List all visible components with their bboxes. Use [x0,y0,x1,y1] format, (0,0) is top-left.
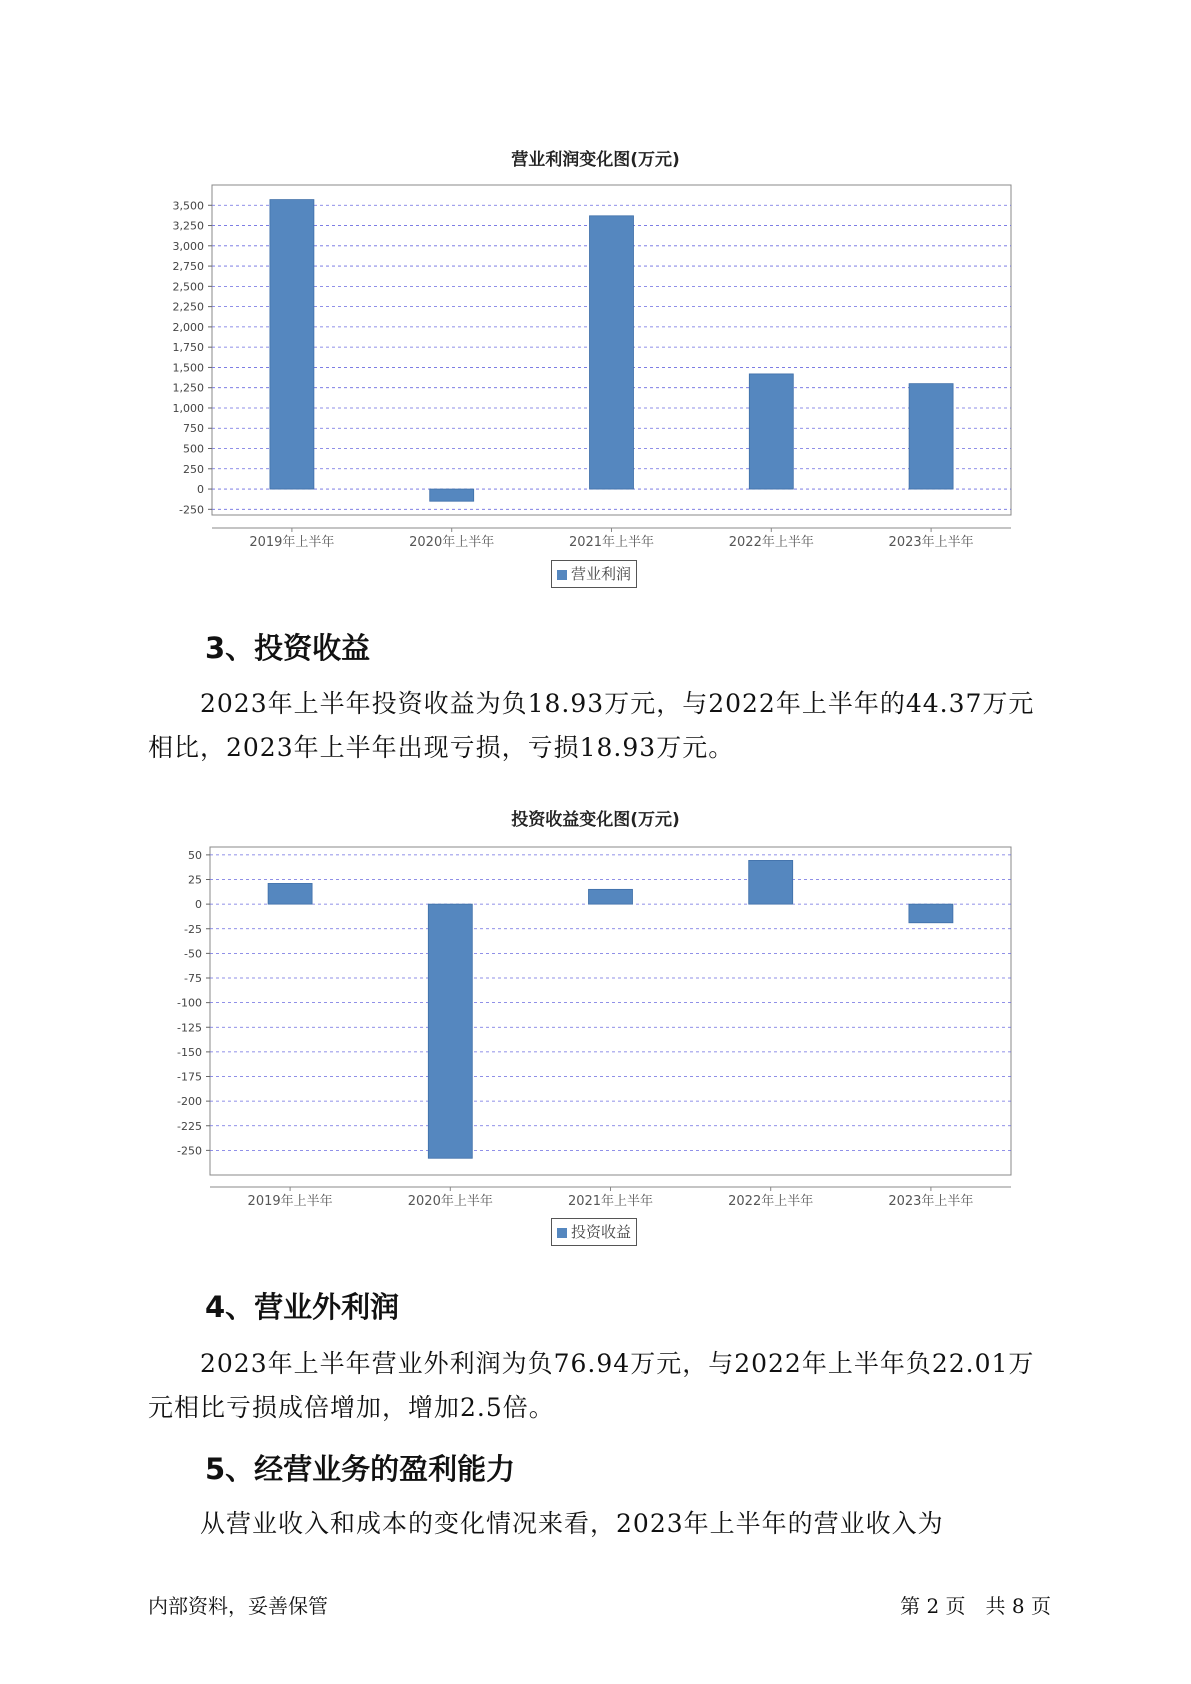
y-tick-label: 250 [183,462,204,476]
legend-swatch [557,1228,567,1238]
footer-page-number: 第 2 页 共 8 页 [900,1594,1051,1618]
x-tick-label: 2020年上半年 [407,1194,493,1209]
x-tick-label: 2019年上半年 [249,535,335,550]
y-tick-label: 750 [183,422,204,436]
legend-label: 投资收益 [571,1223,632,1241]
legend-label: 营业利润 [571,565,632,583]
bar [428,904,472,1158]
y-tick-label: 1,000 [172,401,204,415]
bar [749,860,793,904]
y-tick-label: 0 [197,483,204,497]
legend-operating-profit [551,560,637,588]
y-tick-label: 50 [188,848,202,862]
legend-swatch [557,570,567,580]
y-tick-label: 2,500 [172,280,204,294]
y-tick-label: 3,000 [172,239,204,253]
y-tick-label: 1,250 [172,381,204,395]
y-tick-label: -175 [177,1070,202,1084]
paragraph-line: 从营业收入和成本的变化情况来看，2023年上半年的营业收入为 [200,1509,944,1538]
y-tick-label: -225 [177,1119,202,1133]
paragraph-line: 相比，2023年上半年出现亏损，亏损18.93万元。 [148,733,735,762]
operating-profit-chart [0,0,1191,560]
x-tick-label: 2019年上半年 [247,1194,333,1209]
y-tick-label: 2,250 [172,300,204,314]
bar [589,889,633,904]
paragraph-line: 2023年上半年营业外利润为负76.94万元，与2022年上半年负22.01万 [200,1349,1035,1378]
section-paragraph-3 [148,682,1048,770]
section-paragraph-4 [148,1342,1048,1430]
y-tick-label: 1,500 [172,361,204,375]
bar [590,216,634,489]
legend-investment-income [551,1218,637,1246]
y-tick-label: 500 [183,442,204,456]
section-paragraph-5 [148,1502,1048,1546]
section-heading-4: 4、营业外利润 [205,1290,400,1324]
y-tick-label: -50 [184,947,202,961]
bar [749,374,793,489]
investment-income-chart [0,820,1191,1220]
y-tick-label: 3,250 [172,219,204,233]
y-tick-label: 2,000 [172,320,204,334]
x-tick-label: 2022年上半年 [728,535,814,550]
chart-title-operating-profit: 营业利润变化图(万元) [511,150,680,170]
section-heading-5: 5、经营业务的盈利能力 [205,1452,516,1486]
x-tick-label: 2021年上半年 [568,535,655,550]
y-tick-label: 0 [195,898,202,912]
paragraph-line: 元相比亏损成倍增加，增加2.5倍。 [148,1393,555,1422]
y-tick-label: -250 [179,503,204,517]
chart-title-investment-income: 投资收益变化图(万元) [511,810,680,830]
bar [430,489,474,501]
y-tick-label: -100 [177,996,202,1010]
paragraph-line: 2023年上半年投资收益为负18.93万元，与2022年上半年的44.37万元 [200,689,1035,718]
y-tick-label: -75 [184,972,202,986]
y-tick-label: -200 [177,1095,202,1109]
x-tick-label: 2022年上半年 [728,1194,814,1209]
x-tick-label: 2023年上半年 [888,1194,974,1209]
y-tick-label: -125 [177,1021,202,1035]
x-tick-label: 2021年上半年 [567,1194,654,1209]
y-tick-label: 25 [188,873,202,887]
y-tick-label: 2,750 [172,260,204,274]
bar [909,904,953,923]
x-tick-label: 2023年上半年 [888,535,974,550]
y-tick-label: -150 [177,1045,202,1059]
section-heading-3: 3、投资收益 [205,631,371,665]
x-tick-label: 2020年上半年 [409,535,495,550]
y-tick-label: 3,500 [172,199,204,213]
bar [270,200,314,489]
y-tick-label: -25 [184,922,202,936]
y-tick-label: -250 [177,1144,202,1158]
footer-left: 内部资料，妥善保管 [148,1594,328,1618]
bar [268,883,312,904]
y-tick-label: 1,750 [172,341,204,355]
bar [909,384,953,489]
